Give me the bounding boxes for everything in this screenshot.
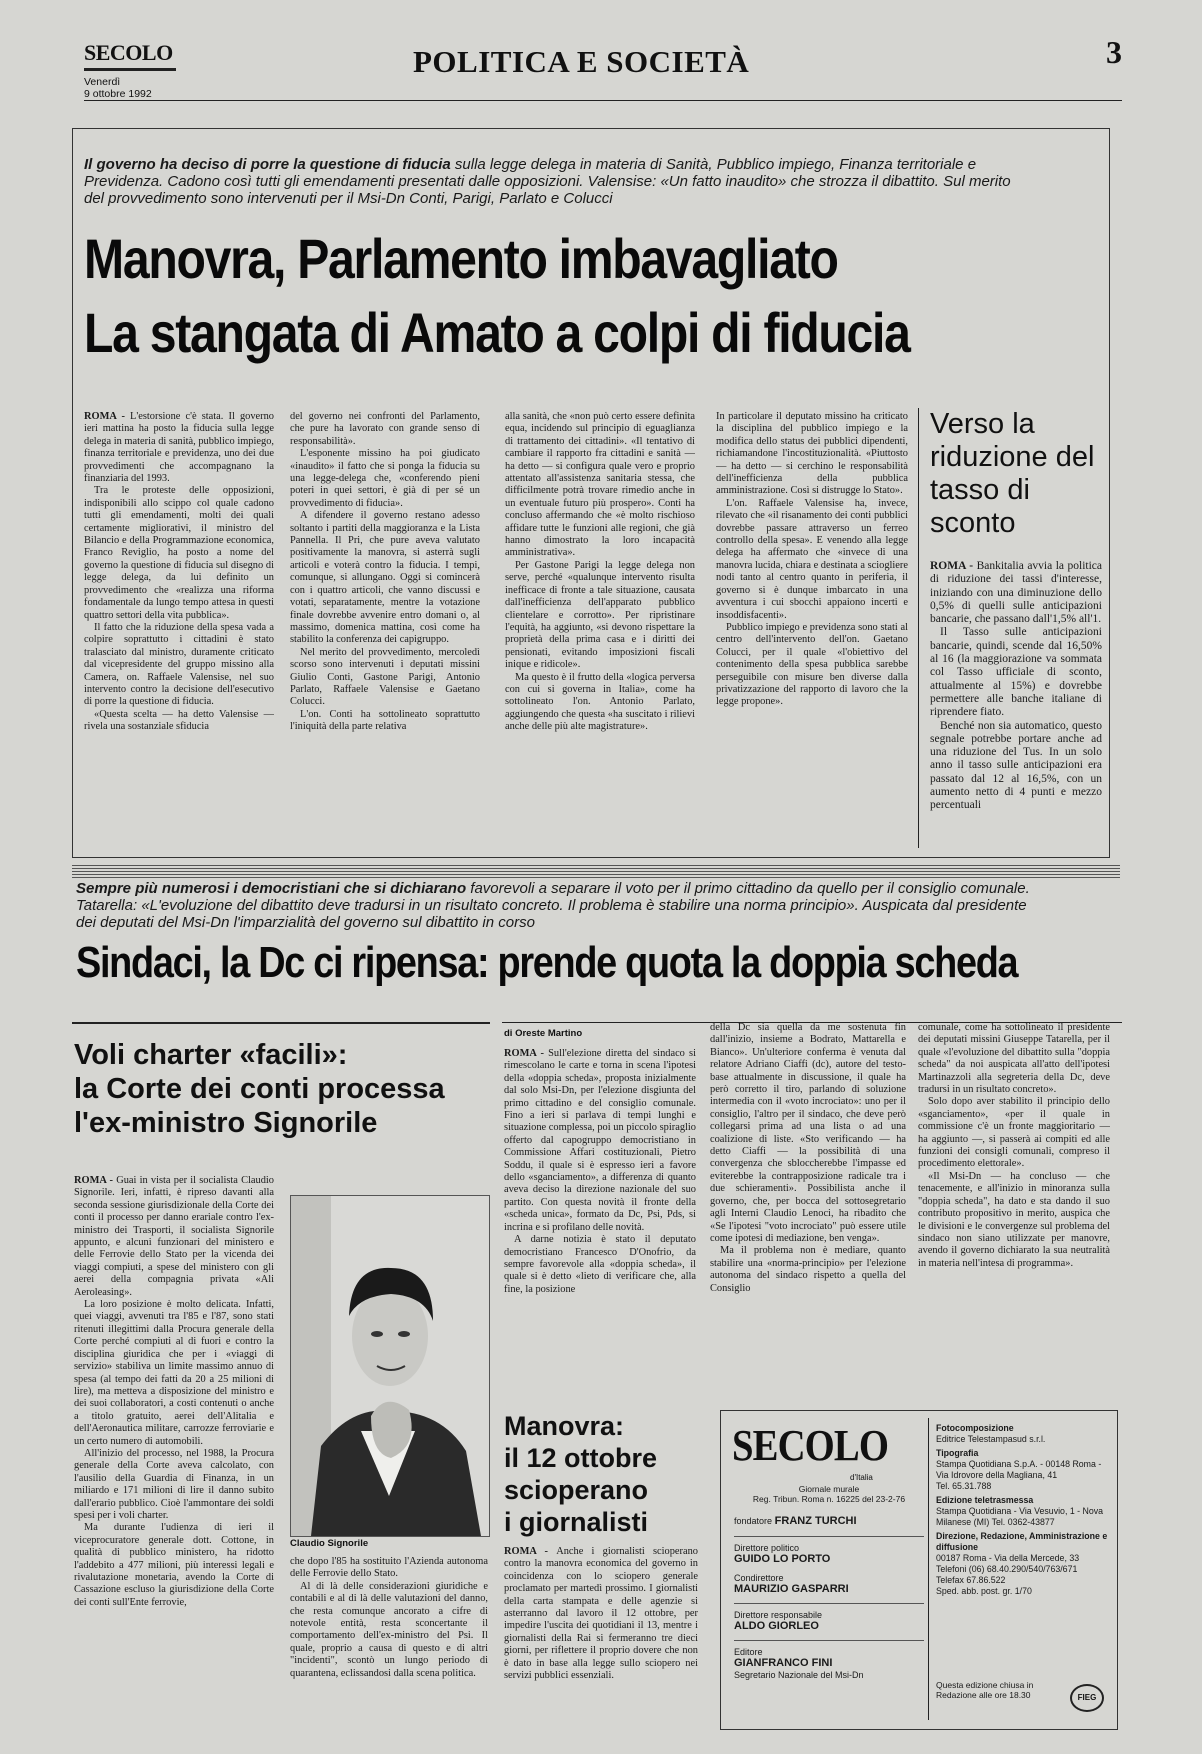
portrait-illustration — [291, 1196, 489, 1536]
signorile-photo — [290, 1195, 490, 1537]
story1-paragraph: Pubblico impiego e previdenza sono stati al centro dell'intervento dell'on. Gaetano Colucci, per il quale «l'obiettivo del contenimento della spesa pubblica sarebbe perseguibile con misure ben diverse dalla privatizzazione del rapporto di lavoro che la legge propone». — [716, 621, 908, 708]
director-label: Direttore politico — [734, 1542, 800, 1553]
dateline: ROMA - — [930, 560, 977, 572]
story3-paragraph: Ma il problema non è mediare, quanto stabilire una «norma-principio» per l'elezione autonoma del sindaco rispetto a quella del Consiglio — [710, 1245, 906, 1294]
story1-column-3 — [505, 411, 695, 821]
editor-name: GIANFRANCO FINI — [734, 1657, 833, 1669]
story3-paragraph: comunale, come ha sottolineato il presidente dei deputati missini Giuseppe Tatarella, per il quale «l'evoluzione del dibattito sulla "doppia scheda" da noi auspicata all'atto dell'ipotesi Martinazzoli alla segreteria della Dc, deve tradursi in un risultato concreto». — [918, 1022, 1110, 1096]
story4-paragraph: La loro posizione è molto delicata. Infatti, quei viaggi, avvenuti tra l'85 e l'87, sono stati ritenuti illegittimi dalla Procura generale della Corte perché compiuti al di fuori e contro la disciplina giuridica che per i «viaggi di servizio» stabiliva un limite massimo annuo di spesa (al tempo dei fatti da 20 a 25 milioni di lire), ma metteva a disposizione del ministro e dei suoi collaboratori, a costi contenuti o anche a titolo gratuito, aerei dell'Alitalia e dell'Aeronautica militare, carrozze ferroviarie e un certo numero di automobili. — [74, 1299, 274, 1447]
story3-lead-rest: favorevoli a separare il voto per il primo cittadino da quello per il consiglio comunale. Tatarella: «L'evoluzione del dibattito deve tradursi in un risultato concreto. Il problema è stabilire una norma principio». Auspicata dal presidente dei deputati del Msi-Dn l'imparzialità del governo sul dibattito in corso — [76, 880, 1030, 931]
imprint-line: 00187 Roma - Via della Mercede, 33 — [936, 1553, 1080, 1563]
imprint-line: Telefax 67.86.522 — [936, 1575, 1006, 1585]
imprint-line: Sped. abb. post. gr. 1/70 — [936, 1586, 1032, 1596]
story4-paragraph: Al di là delle considerazioni giuridiche e contabili e al di là delle valutazioni del danno, che resta comunque ancorato a cifre di notevole entità, resta sconcertante il comportamento dell'ex-ministro del Psi. Il quale, proprio a causa di questo e di altri "incidenti", scontò un lungo periodo di quarantena, eclissandosi dalla scena politica. — [290, 1580, 488, 1679]
editor-label: Editore — [734, 1646, 763, 1657]
story5-headline-line2: il 12 ottobre — [504, 1443, 658, 1473]
story3-column-3 — [918, 1022, 1110, 1390]
story1-lead-rest: sulla legge delega in materia di Sanità, Pubblico impiego, Finanza territoriale e Previdenza. Cadono così tutti gli emendamenti presentati dalle opposizioni. Valensise: «Un fatto inaudito» che strozza il dibattito. Sul merito del provvedimento sono intervenuti per il Msi-Dn Conti, Parigi, Parlato e Colucci — [84, 156, 1011, 207]
codirector-label: Condirettore — [734, 1572, 784, 1583]
story2-column-rule — [918, 408, 919, 848]
editor-sub: Segretario Nazionale del Msi-Dn — [734, 1669, 864, 1680]
story5-headline-line4: i giornalisti — [504, 1507, 649, 1537]
founder-label: fondatore — [734, 1516, 773, 1526]
story2-column — [930, 560, 1102, 850]
story4-headline-line3: l'ex-ministro Signorile — [74, 1107, 378, 1139]
story4-paragraph: All'inizio del processo, nel 1988, la Procura generale della Corte aveva calcolato, con l'ausilio della Guardia di Finanza, in un miliardo e 171 milioni di lire il danno subito dall'erario pubblico. Cioè l'ammontare dei soldi spesi per i voli charter. — [74, 1447, 274, 1521]
imprint-line: Fotocomposizione — [936, 1423, 1014, 1433]
story1-paragraph: In particolare il deputato missino ha criticato la disciplina del pubblico impiego e la modifica dello status dei pubblici dipendenti, richiamandone l'incostituzionalità. «Piuttosto — ha detto — si cerchino le responsabilità dell'inefficienza della pubblica amministrazione. Così si distrugge lo Stato». — [716, 411, 908, 497]
story1-paragraph: alla sanità, che «non può certo essere definita equa, incidendo sul principio di eguaglianza di trattamento dei cittadini». «Il tentativo di cambiare il rapporto fra cittadini e sanità — ha detto — si configura quale vero e proprio attentato all'assistenza sanitaria stessa, che difficilmente potrà trovare rimedio anche in un eventuale futuro più prospero». Conti ha concluso affermando che «è molto rischioso affidare tutte le funzioni alle regioni, che già hanno dimostrato la loro incapacità amministrativa». — [505, 411, 695, 559]
story5-headline-line1: Manovra: — [504, 1411, 625, 1441]
imprint-line: Stampa Quotidiana - Via Vesuvio, 1 - Nova Milanese (MI) Tel. 0362-43877 — [936, 1506, 1104, 1527]
imprint-registration: Giornale murale Reg. Tribun. Roma n. 16225 del 23-2-76 — [752, 1484, 906, 1504]
story1-column-1 — [84, 411, 274, 821]
masthead-day: Venerdì — [84, 76, 121, 88]
imprint-line: Edizione teletrasmessa — [936, 1495, 1034, 1505]
story2-paragraph: Il Tasso sulle anticipazioni bancarie, quindi, scende dal 16,50% al 16 (la maggiorazione va sommata col Tasso ufficiale di sconto, attualmente al 15%) e dovrebbe permettere alle banche italiane di riprendere fiato. — [930, 626, 1102, 719]
story1-paragraph: Tra le proteste delle opposizioni, indisponibili allo scippo col quale cadono tutti gli emendamenti, molti dei quali certamente migliorativi, il ministro del Bilancio e della Programmazione economica, Franco Reviglio, ha posto a nome del governo la questione di fiducia sul disegno di legge delega, da lui definito un provvedimento che «realizza una riforma fondamentale da lungo tempo attesa in questi quattro settori della vita pubblica». — [84, 485, 274, 621]
imprint-divider — [928, 1418, 929, 1720]
story1-paragraph: L'on. Conti ha sottolineato soprattutto l'iniquità della parte relativa — [290, 708, 480, 733]
story1-column-2 — [290, 411, 480, 821]
story2-paragraph: Benché non sia automatico, questo segnale potrebbe portare anche ad una riduzione del Tus. In un solo anno il tasso sulle anticipazioni era passato dal 12 al 16,5%, con un aumento netto di 4 punti e mezzo percentuali — [930, 719, 1102, 812]
imprint-line: Direzione, Redazione, Amministrazione e diffusione — [936, 1531, 1108, 1552]
story4-paragraph: che dopo l'85 ha sostituito l'Azienda autonoma delle Ferrovie dello Stato. — [290, 1556, 488, 1580]
story4-column-1 — [74, 1175, 274, 1735]
story2-paragraph: ROMA - Bankitalia avvia la politica di riduzione dei tassi d'interesse, iniziando con una diminuzione dello 0,5% di quelli sulle anticipazioni bancarie, che passano dall'1,5% all'1. — [930, 560, 1102, 626]
resp-name: ALDO GIORLEO — [734, 1620, 819, 1632]
story3-lead-bold: Sempre più numerosi i democristiani che si dichiarano — [76, 880, 467, 897]
director-name: GUIDO LO PORTO — [734, 1553, 831, 1565]
story4-paragraph: Ma durante l'udienza di ieri il viceprocuratore generale dott. Cottone, in qualità di pubblico ministero, ha ridotto l'addebito a 477 milioni, più interessi legali e rivalutazione monetaria, avendo la Corte di Cassazione escluso la giurisdizione della Corte dei conti sull'Ente ferrovie, — [74, 1522, 274, 1608]
story5-paragraph: ROMA - Anche i giornalisti scioperano contro la manovra economica del governo in coincidenza con lo sciopero generale proclamato per martedì prossimo. I giornalisti della carta stampata e delle agenzie si asterranno dal lavoro il 12 ottobre, per impedire l'uscita dei quotidiani il 13, mentre i giornalisti della Rai si fermeranno tre dieci giorni, per riflettere il proprio dovere che non è dato in base alla legge sullo sciopero nei servizi pubblici essenziali. — [504, 1546, 698, 1682]
story3-column-1 — [504, 1048, 696, 1390]
story1-paragraph: ROMA - L'estorsione c'è stata. Il governo ieri mattina ha posto la fiducia sulla legge delega in materia di sanità, pubblico impiego, finanza territoriale e previdenza, uno dei due provvedimenti che accompagnano la finanziaria del 1993. — [84, 411, 274, 485]
dateline: ROMA - — [504, 1546, 557, 1557]
codirector-name: MAURIZIO GASPARRI — [734, 1583, 849, 1595]
imprint-logo-sub: d'Italia — [850, 1473, 873, 1482]
imprint-left — [734, 1516, 924, 1681]
story3-paragraph: ROMA - Sull'elezione diretta del sindaco si rimescolano le carte e torna in scena l'ipotesi della «doppia scheda», proposta inizialmente dal solo Msi-Dn, per l'elezione disgiunta del primo cittadino e del consiglio comunale. Fino a ieri si parlava di tempi lunghi e situazione complessa, poi un piccolo spiraglio offerto dal capogruppo democristiano in Commissione Affari costituzionali, Pietro Soddu, il quale si è espresso ieri a favore dello «sganciamento», a differenza di quanto aveva deciso la direzione nazionale del suo partito. Con questa novità il fronte della «scheda unica», formato da Dc, Psi, Pds, si incrina e si profilano delle novità. — [504, 1048, 696, 1233]
imprint-closing-note: Questa edizione chiusa in Redazione alle ore 18.30 — [936, 1680, 1034, 1700]
story1-paragraph: L'esponente missino ha poi giudicato «inaudito» il fatto che si ponga la fiducia su una legge-delega che, «conferendo pieni poteri in quei settori, è già di per sé un provvedimento di fiducia». — [290, 448, 480, 509]
dateline: ROMA - — [504, 1048, 549, 1059]
story5-headline-line3: scioperano — [504, 1475, 649, 1505]
section-title: POLITICA E SOCIETÀ — [413, 44, 750, 79]
imprint-line: Editrice Telestampasud s.r.l. — [936, 1434, 1046, 1444]
imprint-line: Telefoni (06) 68.40.290/540/763/671 — [936, 1564, 1078, 1574]
story3-lead — [76, 880, 1036, 931]
founder-name: FRANZ TURCHI — [774, 1515, 857, 1527]
dateline: ROMA - — [84, 411, 131, 422]
masthead-date: 9 ottobre 1992 — [84, 88, 152, 100]
masthead-rule — [84, 100, 1122, 101]
story1-paragraph: Nel merito del provvedimento, mercoledì scorso sono intervenuti i deputati missini Giulio Conti, Gastone Parigi, Antonio Parlato, Raffaele Valensise e Gaetano Colucci. — [290, 646, 480, 708]
story1-paragraph: «Questa scelta — ha detto Valensise — rivela una sostanziale sfiducia — [84, 708, 274, 733]
resp-label: Direttore responsabile — [734, 1609, 823, 1620]
story1-lead — [84, 156, 1014, 207]
page-number: 3 — [1106, 34, 1122, 70]
story3-paragraph: Solo dopo aver stabilito il principio dello «sganciamento», «per il quale in commissione c'è un fronte maggioritario — ha aggiunto —, si passerà ai compiti ed alle funzioni dei consigli comunali, compreso il procedimento elettorale». — [918, 1096, 1110, 1170]
story4-paragraph: ROMA - Guai in vista per il socialista Claudio Signorile. Ieri, infatti, è ripreso davanti alla seconda sessione giurisdizionale della Corte dei conti il processo per danno erariale contro l'ex-ministro dei Trasporti, il socialista Signorile appunto, e alcuni funzionari del ministero e delle Ferrovie dello Stato per la vicenda dei viaggi compiuti, a spese del ministero con gli aerei della compagnia privata «Ali Aeroleasing». — [74, 1175, 274, 1298]
story4-column-2 — [290, 1556, 488, 1736]
story1-paragraph: Per Gastone Parigi la legge delega non serve, perché «qualunque intervento risulta inefficace di fronte a tale situazione, causata dall'inefficienza dell'apparato pubblico clientelare e corrotto». Per ripristinare l'equità, ha aggiunto, «si devono rispettare la proprietà della prima casa e i diritti dei pensionati, evitando imposizioni fiscali inique e ridicole». — [505, 559, 695, 671]
story4-headline-line2: la Corte dei conti processa — [74, 1073, 445, 1105]
dateline: ROMA - — [74, 1175, 117, 1186]
imprint-logo: SECOLO — [732, 1421, 889, 1470]
story1-paragraph: Ma questo è il frutto della «logica perversa con cui si governa in Italia», come ha sottolineato l'on. Antonio Parlato, aggiungendo che questa «ha suscitato i rilievi anche delle più alte magistrature». — [505, 671, 695, 733]
story5-column — [504, 1546, 698, 1736]
story3-paragraph: A darne notizia è stato il deputato democristiano Francesco D'Onofrio, da sempre favorevole alla «doppia scheda», il quale si è detto «lieto di verificare che, alla fine, la posizione — [504, 1234, 696, 1295]
story1-paragraph: del governo nei confronti del Parlamento, che pure ha lavorato con grande senso di responsabilità». — [290, 411, 480, 447]
story3-paragraph: della Dc sia quella da me sostenuta fin dall'inizio, insieme a Bodrato, Mattarella e Bianco». Un'ulteriore conferma è venuta dal relatore Adriano Ciaffi (dc), autore del testo-base attualmente in discussione, il quale ha però corretto il tiro, parlando di soluzione intermedia con il «voto incrociato»: uno per il consiglio, l'altro per il sindaco, che deve però collegarsi prima ad una lista o ad una coalizione di liste. «Sto verificando — ha detto Ciaffi — la possibilità di una convergenza che sbloccherebbe l'impasse ed eviterebbe la contrapposizione radicale tra i due schieramenti». Possibilista anche il governo, che, per bocca del sottosegretario agli Interni Claudio Lenoci, ha ribadito che «Se l'ipotesi "voto incrociato" può essere utile come ipotesi di mediazione, ben venga». — [710, 1022, 906, 1244]
photo-caption: Claudio Signorile — [290, 1538, 369, 1549]
imprint-right — [936, 1420, 1108, 1597]
imprint-line: Tel. 65.31.788 — [936, 1481, 992, 1491]
story4-headline-line1: Voli charter «facili»: — [74, 1039, 348, 1071]
imprint-line: Tipografia — [936, 1448, 979, 1458]
story3-column-2 — [710, 1022, 906, 1390]
story3-byline: di Oreste Martino — [504, 1028, 583, 1039]
story1-headline-line2: La stangata di Amato a colpi di fiducia — [84, 301, 910, 364]
masthead-logo-underline — [84, 68, 176, 71]
story3-headline: Sindaci, la Dc ci ripensa: prende quota la doppia scheda — [76, 938, 1018, 987]
story2-headline: Verso la riduzione del tasso di sconto — [930, 408, 1095, 539]
imprint-line: Stampa Quotidiana S.p.A. - 00148 Roma - Via Idrovore della Magliana, 41 — [936, 1459, 1102, 1480]
story1-paragraph: L'on. Raffaele Valensise ha, invece, rilevato che «il risanamento dei conti pubblici dovrebbe passare attraverso un ferreo controllo della spesa». E venendo alla legge delega ha affermato che «invece di una manovra lucida, chiara e destinata a sciogliere nodi tanto al centro quanto in periferia, il governo si è dunque imbarcato in una avventura i cui sbocchi appaiono incerti e insoddisfacenti». — [716, 497, 908, 621]
story1-paragraph: A difendere il governo restano adesso soltanto i partiti della maggioranza e la Lista Pannella. Il Pri, che pure aveva valutato positivamente la manovra, si asterrà sugli articoli e voterà contro la fiducia. I tempi, comunque, si allungano. Oggi si comincerà con i quattro articoli, che vanno discussi e votati, separatamente, mentre la votazione finale dovrebbe avvenire entro domani o, al massimo, domenica mattina, così come ha stabilito la conferenza dei capigruppo. — [290, 510, 480, 646]
masthead-logo: SECOLO — [84, 40, 173, 65]
story4-top-rule — [72, 1022, 490, 1024]
story1-lead-bold: Il governo ha deciso di porre la questione di fiducia — [84, 156, 451, 173]
story1-paragraph: Il fatto che la riduzione della spesa vada a colpire soprattutto i cittadini è stato tralasciato dal ministro, duramente criticato dal vicepresidente del gruppo missino alla Camera, on. Raffaele Valensise, nel suo intervento contro la decisione dell'esecutivo di porre la questione di fiducia. — [84, 621, 274, 708]
story1-column-4 — [716, 411, 908, 821]
story1-headline-line1: Manovra, Parlamento imbavagliato — [84, 227, 838, 290]
story3-paragraph: «Il Msi-Dn — ha concluso — che tenacemente, e all'inizio in minoranza sulla "doppia scheda", ha dato e sta dando il suo contributo propositivo in merito, auspica che le divisioni e le convergenze sul problema del sindaco non siano utilizzate per manovre, avendo il governo dichiarato la sua neutralità in materia nell'intesa di programma». — [918, 1170, 1110, 1269]
section-divider — [72, 864, 1120, 878]
fieg-mark: FIEG — [1070, 1684, 1104, 1712]
